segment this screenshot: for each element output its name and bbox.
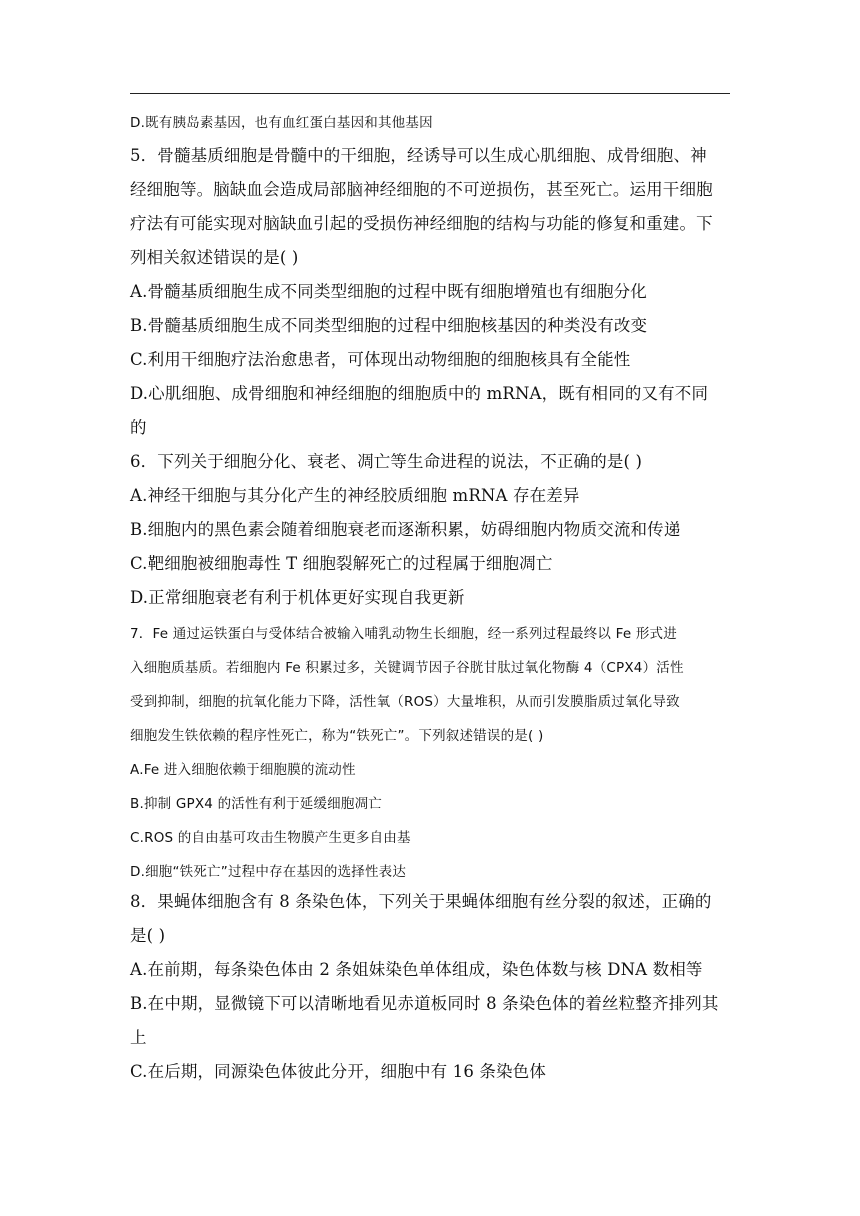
question-5-stem-line-4: 列相关叙述错误的是( ) (130, 248, 299, 267)
question-7-option-b: B.抑制 GPX4 的活性有利于延缓细胞凋亡 (130, 796, 382, 812)
question-7-stem-line-2: 入细胞质基质。若细胞内 Fe 积累过多，关键调节因子谷胱甘肽过氧化物酶 4（CPX4）活性 (130, 660, 684, 676)
question-7-stem-line-1: 7．Fe 通过运铁蛋白与受体结合被输入哺乳动物生长细胞，经一系列过程最终以 Fe 形式进 (130, 626, 677, 642)
question-5-option-d-line-2: 的 (130, 418, 147, 437)
question-6-option-b: B.细胞内的黑色素会随着细胞衰老而逐渐积累，妨碍细胞内物质交流和传递 (130, 520, 681, 539)
question-6-option-d: D.正常细胞衰老有利于机体更好实现自我更新 (130, 588, 465, 607)
question-7-stem-line-3: 受到抑制，细胞的抗氧化能力下降，活性氧（ROS）大量堆积，从而引发膜脂质过氧化导致 (130, 694, 680, 710)
question-5-option-a: A.骨髓基质细胞生成不同类型细胞的过程中既有细胞增殖也有细胞分化 (130, 282, 647, 301)
question-7-option-d: D.细胞“铁死亡”过程中存在基因的选择性表达 (130, 864, 407, 880)
header-divider (130, 93, 730, 94)
question-7-option-c: C.ROS 的自由基可攻击生物膜产生更多自由基 (130, 830, 411, 846)
option-4d: D.既有胰岛素基因，也有血红蛋白基因和其他基因 (130, 115, 433, 131)
question-5-stem-line-2: 经细胞等。脑缺血会造成局部脑神经细胞的不可逆损伤，甚至死亡。运用干细胞 (130, 180, 713, 199)
question-6-option-c: C.靶细胞被细胞毒性 T 细胞裂解死亡的过程属于细胞凋亡 (130, 554, 553, 573)
question-5-stem-line-1: 5．骨髓基质细胞是骨髓中的干细胞，经诱导可以生成心肌细胞、成骨细胞、神 (130, 146, 707, 165)
question-5-option-b: B.骨髓基质细胞生成不同类型细胞的过程中细胞核基因的种类没有改变 (130, 316, 648, 335)
question-8-option-c: C.在后期，同源染色体彼此分开，细胞中有 16 条染色体 (130, 1062, 546, 1081)
question-8-option-b-line-2: 上 (130, 1028, 147, 1047)
question-5-stem-line-3: 疗法有可能实现对脑缺血引起的受损伤神经细胞的结构与功能的修复和重建。下 (130, 214, 713, 233)
question-6-option-a: A.神经干细胞与其分化产生的神经胶质细胞 mRNA 存在差异 (130, 486, 580, 505)
question-8-stem-line-2: 是( ) (130, 926, 166, 945)
question-8-stem-line-1: 8．果蝇体细胞含有 8 条染色体，下列关于果蝇体细胞有丝分裂的叙述，正确的 (130, 892, 712, 911)
question-8-option-b-line-1: B.在中期，显微镜下可以清晰地看见赤道板同时 8 条染色体的着丝粒整齐排列其 (130, 994, 719, 1013)
question-5-option-c: C.利用干细胞疗法治愈患者，可体现出动物细胞的细胞核具有全能性 (130, 350, 631, 369)
question-6-stem: 6．下列关于细胞分化、衰老、凋亡等生命进程的说法，不正确的是( ) (130, 452, 643, 471)
question-5-option-d-line-1: D.心肌细胞、成骨细胞和神经细胞的细胞质中的 mRNA，既有相同的又有不同 (130, 384, 709, 403)
question-7-stem-line-4: 细胞发生铁依赖的程序性死亡，称为“铁死亡”。下列叙述错误的是( ) (130, 728, 544, 744)
question-8-option-a: A.在前期，每条染色体由 2 条姐妹染色单体组成，染色体数与核 DNA 数相等 (130, 960, 703, 979)
question-7-option-a: A.Fe 进入细胞依赖于细胞膜的流动性 (130, 762, 356, 778)
